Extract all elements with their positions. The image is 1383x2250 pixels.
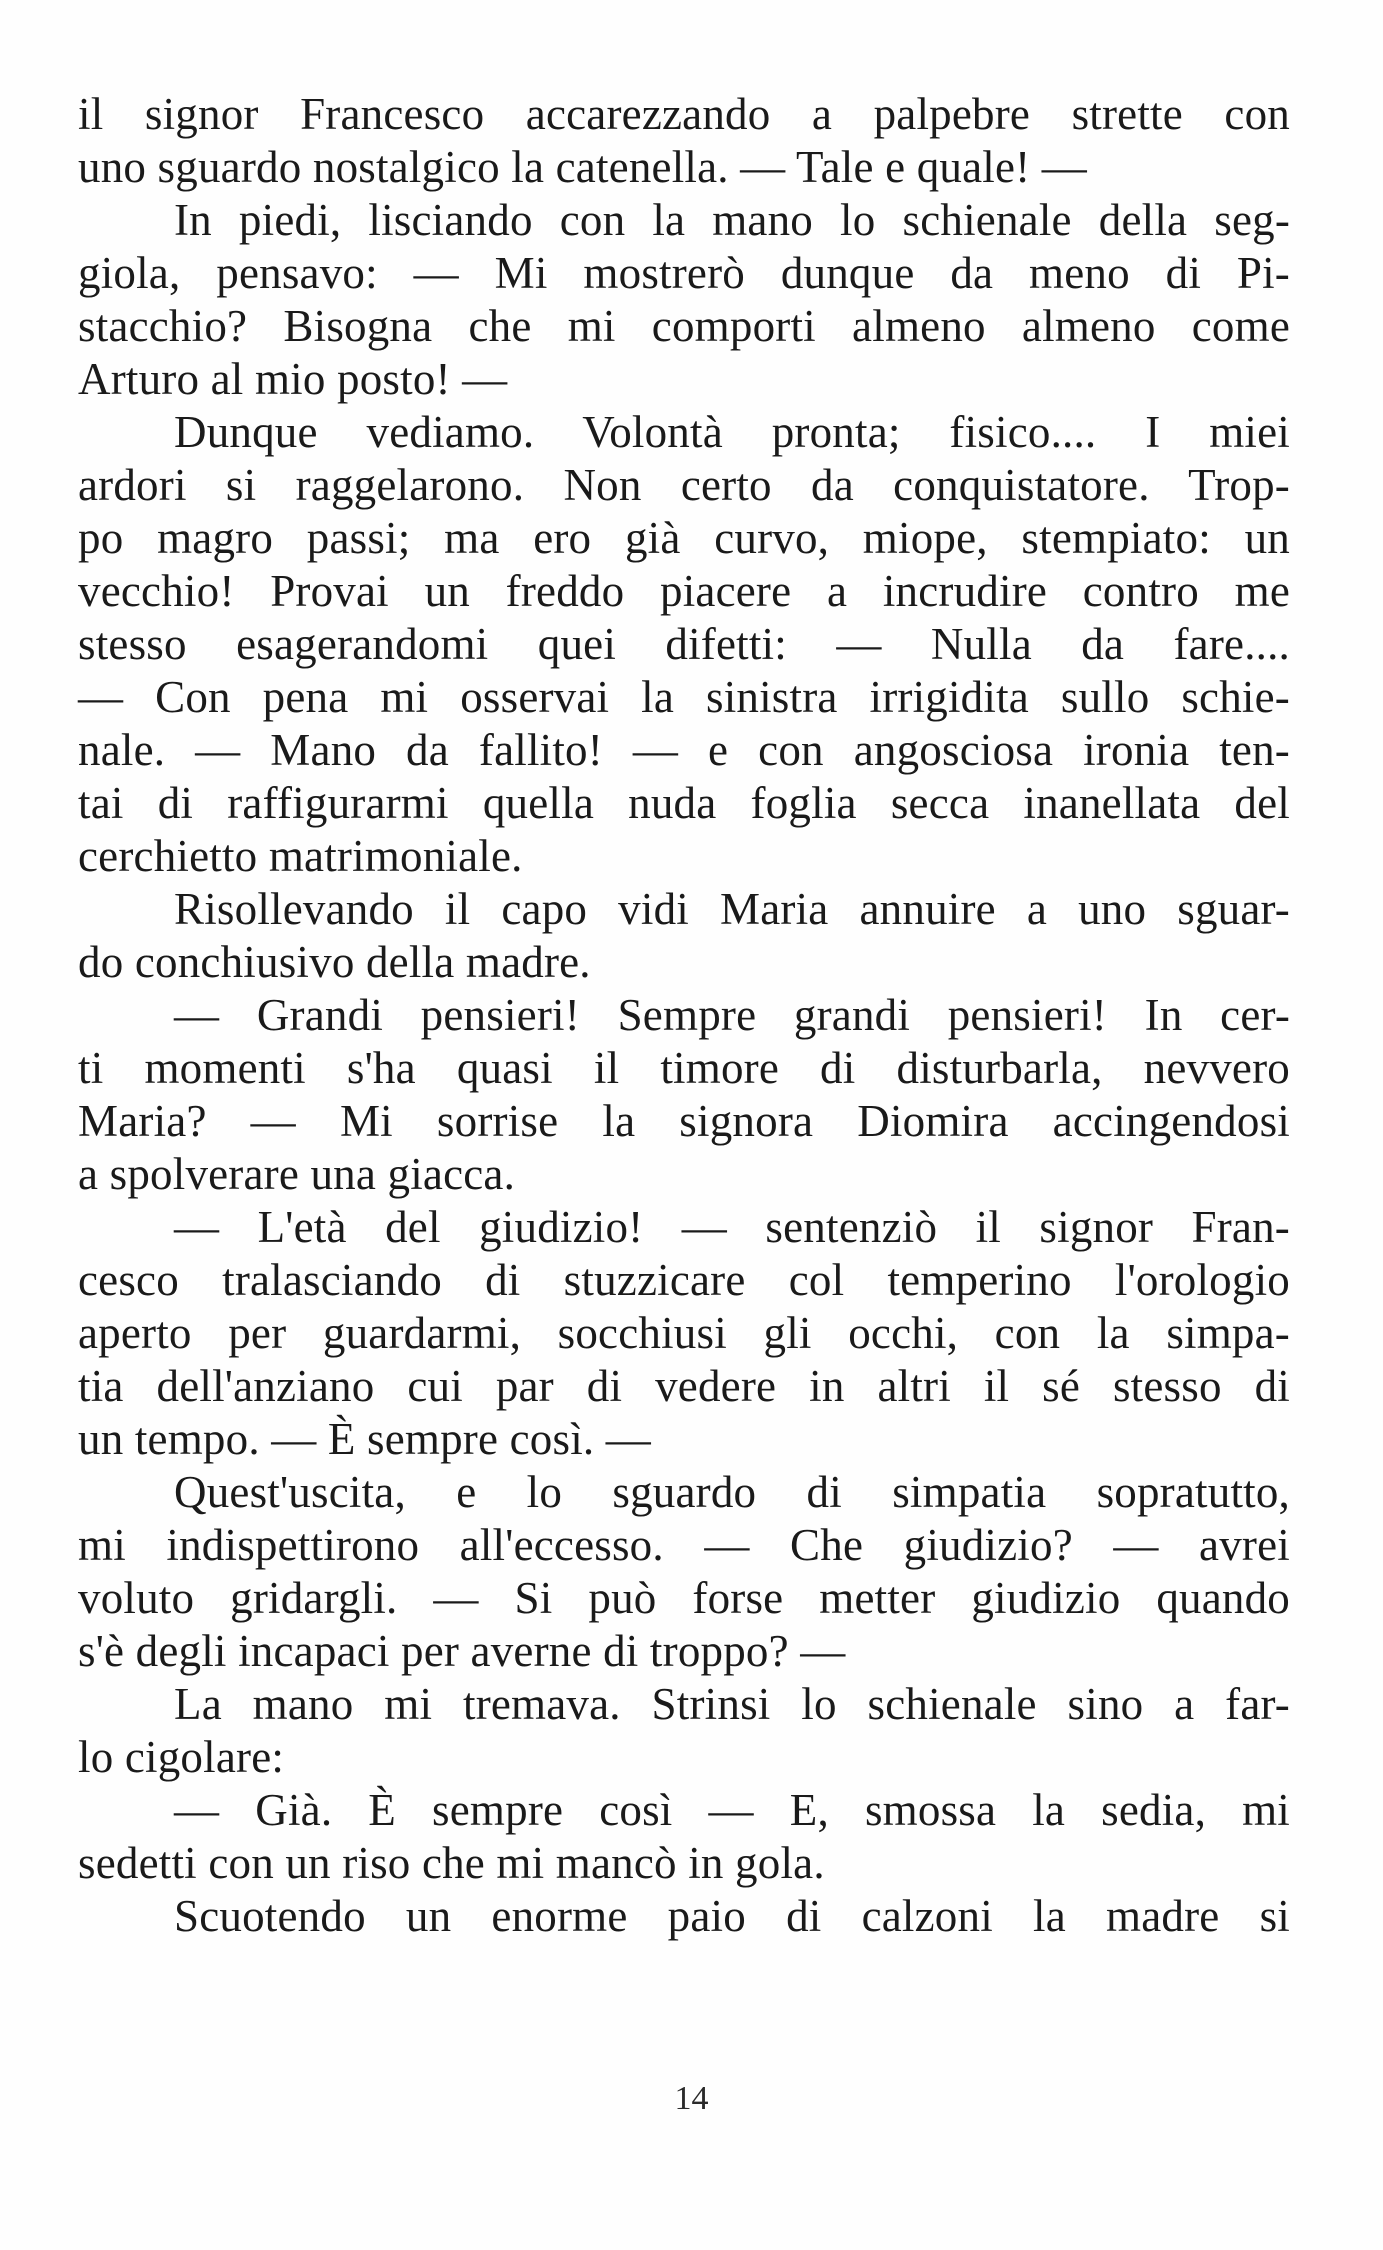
- text-line: voluto gridargli. — Si può forse metter giudizio quando: [78, 1573, 1290, 1623]
- text-line: aperto per guardarmi, socchiusi gli occhi, con la simpa-: [78, 1308, 1290, 1358]
- text-line: uno sguardo nostalgico la catenella. — Tale e quale! —: [78, 142, 1087, 192]
- text-line: — L'età del giudizio! — sentenziò il signor Fran-: [174, 1202, 1290, 1252]
- text-line: Quest'uscita, e lo sguardo di simpatia sopratutto,: [174, 1467, 1290, 1517]
- text-line: cesco tralasciando di stuzzicare col temperino l'orologio: [78, 1255, 1290, 1305]
- text-line: giola, pensavo: — Mi mostrerò dunque da meno di Pi-: [78, 248, 1290, 298]
- text-line: mi indispettirono all'eccesso. — Che giudizio? — avrei: [78, 1520, 1290, 1570]
- text-line: Scuotendo un enorme paio di calzoni la madre si: [174, 1891, 1290, 1941]
- text-line: a spolverare una giacca.: [78, 1149, 516, 1199]
- text-line: stesso esagerandomi quei difetti: — Nulla da fare....: [78, 619, 1290, 669]
- text-line: Maria? — Mi sorrise la signora Diomira accingendosi: [78, 1096, 1290, 1146]
- text-line: cerchietto matrimoniale.: [78, 831, 523, 881]
- page-number: 14: [674, 2080, 709, 2117]
- text-line: lo cigolare:: [78, 1732, 285, 1782]
- text-line: do conchiusivo della madre.: [78, 937, 591, 987]
- text-line: Risollevando il capo vidi Maria annuire a uno sguar-: [174, 884, 1290, 934]
- text-line: tia dell'anziano cui par di vedere in altri il sé stesso di: [78, 1361, 1290, 1411]
- text-line: Dunque vediamo. Volontà pronta; fisico.... I miei: [174, 407, 1290, 457]
- text-line: In piedi, lisciando con la mano lo schienale della seg-: [174, 195, 1290, 245]
- text-line: Arturo al mio posto! —: [78, 354, 508, 404]
- text-line: — Già. È sempre così — E, smossa la sedia, mi: [174, 1785, 1290, 1835]
- text-line: stacchio? Bisogna che mi comporti almeno almeno come: [78, 301, 1290, 351]
- text-line: ardori si raggelarono. Non certo da conquistatore. Trop-: [78, 460, 1290, 510]
- text-line: vecchio! Provai un freddo piacere a incrudire contro me: [78, 566, 1290, 616]
- text-line: il signor Francesco accarezzando a palpebre strette con: [78, 89, 1290, 139]
- text-line: ti momenti s'ha quasi il timore di disturbarla, nevvero: [78, 1043, 1290, 1093]
- text-line: po magro passi; ma ero già curvo, miope, stempiato: un: [78, 513, 1290, 563]
- text-line: — Grandi pensieri! Sempre grandi pensieri! In cer-: [174, 990, 1290, 1040]
- text-line: s'è degli incapaci per averne di troppo? —: [78, 1626, 846, 1676]
- text-line: un tempo. — È sempre così. —: [78, 1414, 651, 1464]
- text-line: nale. — Mano da fallito! — e con angosciosa ironia ten-: [78, 725, 1290, 775]
- text-line: — Con pena mi osservai la sinistra irrigidita sullo schie-: [78, 672, 1290, 722]
- text-line: La mano mi tremava. Strinsi lo schienale sino a far-: [174, 1679, 1290, 1729]
- text-line: tai di raffigurarmi quella nuda foglia secca inanellata del: [78, 778, 1290, 828]
- body-text: [78, 88, 1290, 1943]
- text-line: sedetti con un riso che mi mancò in gola.: [78, 1838, 825, 1888]
